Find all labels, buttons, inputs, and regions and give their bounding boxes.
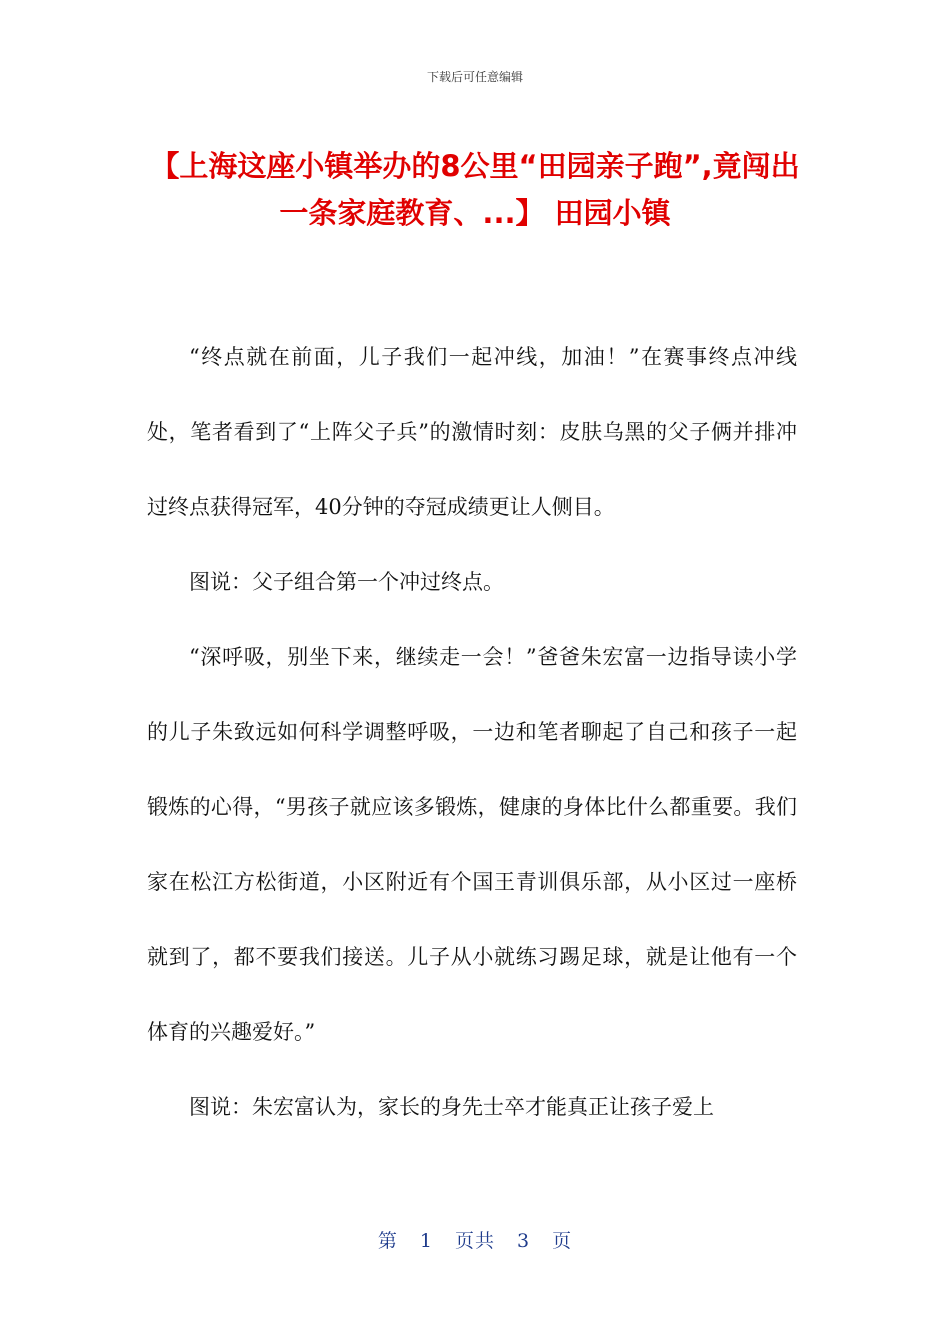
- page-suffix: 页: [552, 1230, 573, 1252]
- paragraph: “深呼吸，别坐下来，继续走一会！”爸爸朱宏富一边指导读小学的儿子朱致远如何科学调整呼吸，一边和笔者聊起了自己和孩子一起锻炼的心得，“男孩子就应该多锻炼，健康的身体比什么都重要。我们家在松江方松街道，小区附近有个国王青训俱乐部，从小区过一座桥就到了，都不要我们接送。儿子从小就练习踢足球，就是让他有一个体育的兴趣爱好。”: [147, 645, 797, 1044]
- paragraph: 图说：父子组合第一个冲过终点。: [189, 570, 504, 594]
- paragraph: 图说：朱宏富认为，家长的身先士卒才能真正让孩子爱上: [189, 1095, 714, 1119]
- article-body: [147, 320, 797, 1145]
- article-title: 【上海这座小镇举办的8公里“田园亲子跑”,竟闯出一条家庭教育、...】 田园小镇: [150, 149, 800, 230]
- page-footer: [0, 1226, 950, 1253]
- total-pages: 3: [517, 1230, 531, 1252]
- page-middle: 页共: [454, 1230, 495, 1252]
- paragraph: “终点就在前面，儿子我们一起冲线，加油！”在赛事终点冲线处，笔者看到了“上阵父子兵”的激情时刻：皮肤乌黑的父子俩并排冲过终点获得冠军，40分钟的夺冠成绩更让人侧目。: [147, 345, 797, 519]
- header-note: 下载后可任意编辑: [426, 70, 523, 84]
- page-number: 1: [419, 1230, 433, 1252]
- page-prefix: 第: [377, 1230, 398, 1252]
